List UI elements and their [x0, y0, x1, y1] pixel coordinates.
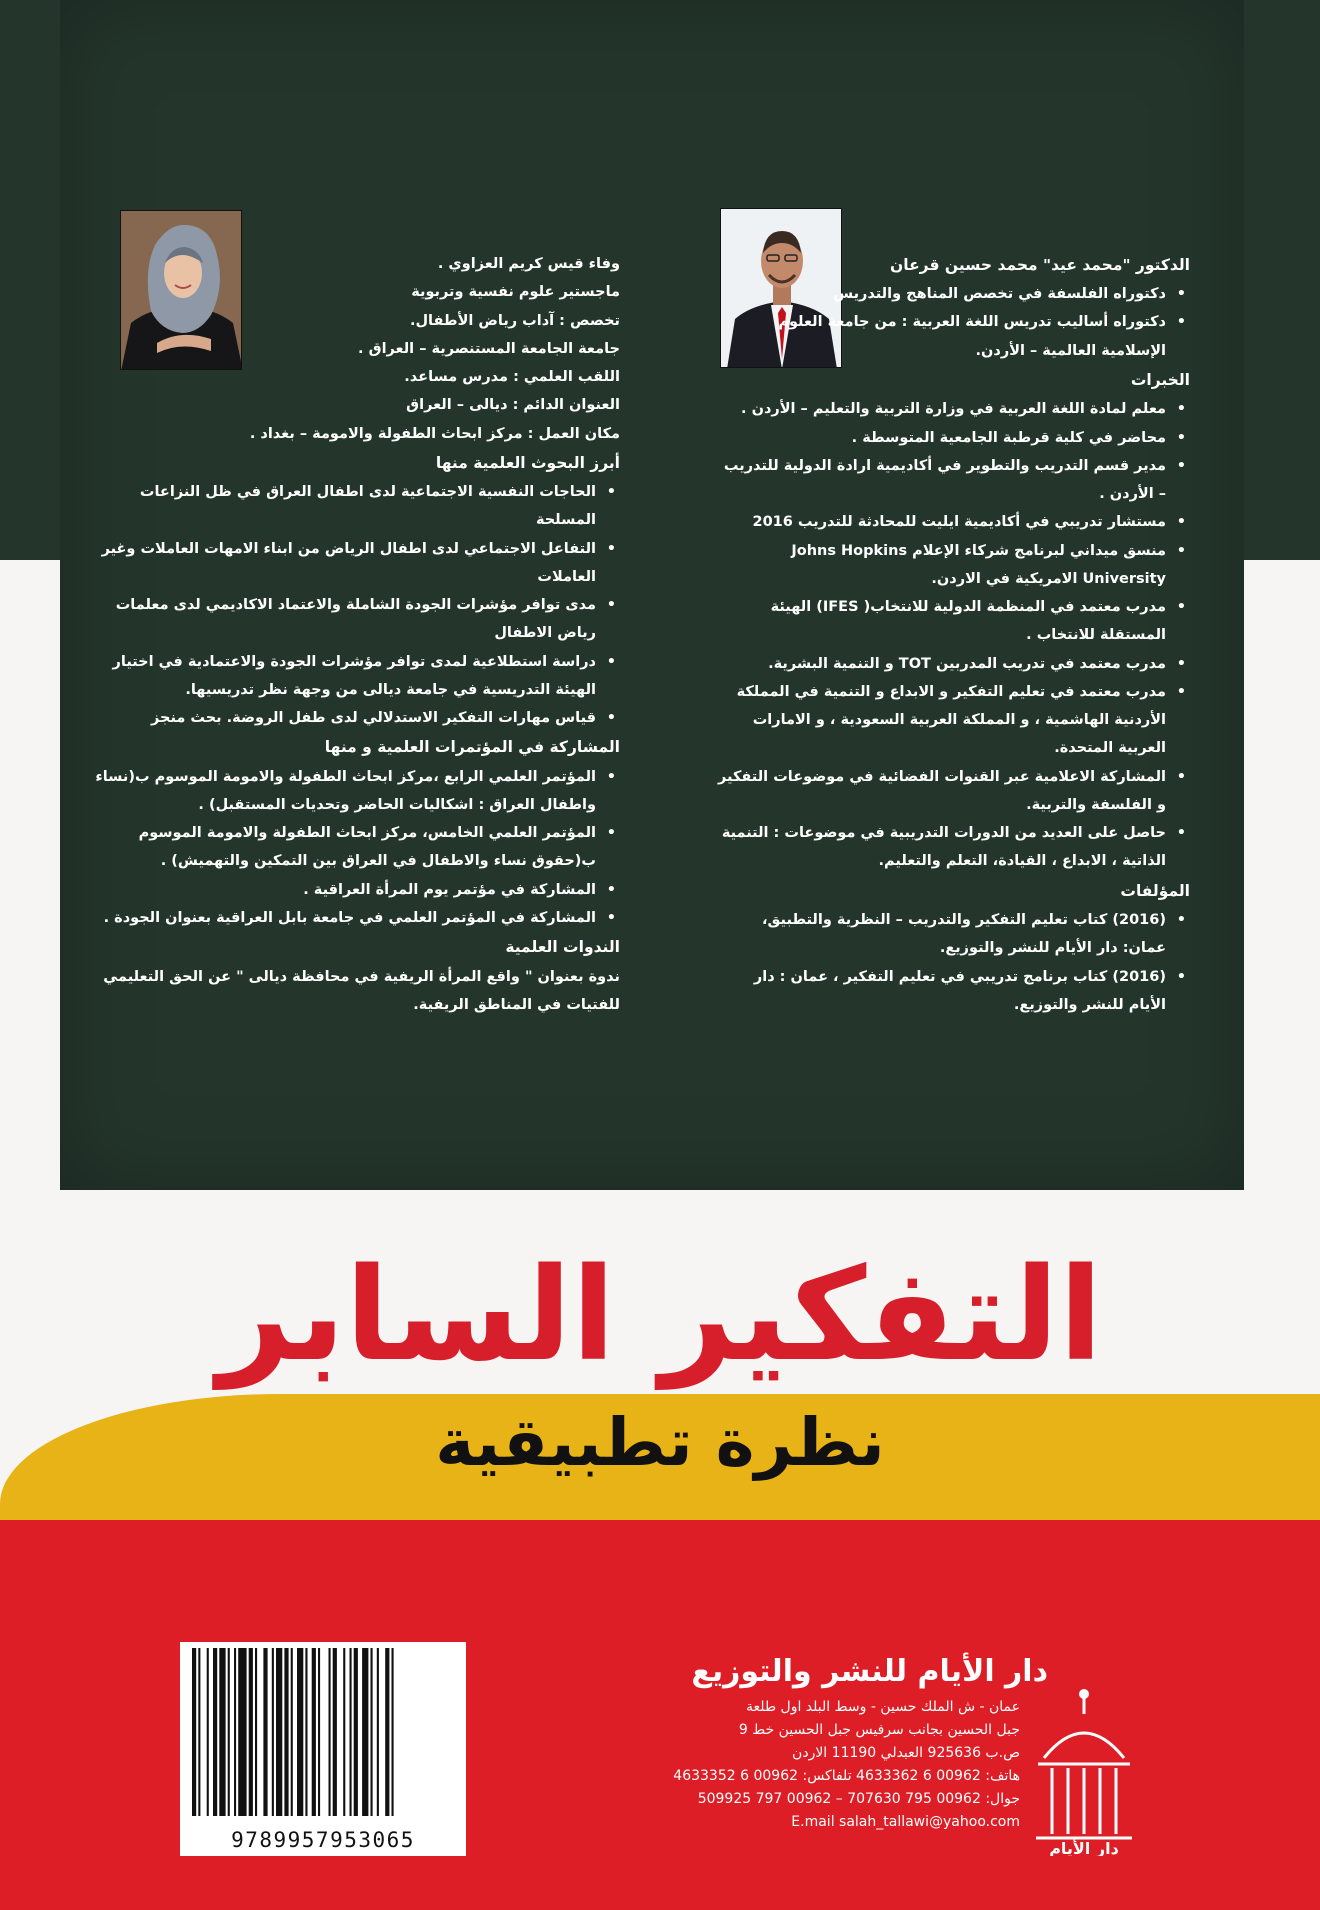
list-item: • مستشار تدريبي في أكاديمية ايليت للمحادثة للتدريب 2016 [718, 508, 1190, 536]
list-item: • منسق ميداني لبرنامج شركاء الإعلام Johns Hopkins University الامريكية في الاردن. [718, 537, 1190, 594]
barcode-bar [238, 1648, 246, 1816]
barcode-bar [350, 1648, 352, 1816]
barcode-bar [343, 1648, 345, 1816]
barcode-bar [392, 1648, 394, 1816]
list-item: • مدير قسم التدريب والتطوير في أكاديمية ارادة الدولية للتدريب – الأردن . [718, 452, 1190, 509]
list-item: • دراسة استطلاعية لمدى توافر مؤشرات الجودة والاعتمادية في اختيار الهيئة التدريسية في جامعة ديالى من وجهة نظر تدريسيها. [80, 648, 620, 705]
list-item: • (2016) كتاب برنامج تدريبي في تعليم التفكير ، عمان : دار الأيام للنشر والتوزيع. [718, 963, 1190, 1020]
barcode-bar [377, 1648, 379, 1816]
list-item: • الحاجات النفسية الاجتماعية لدى اطفال العراق في ظل النزاعات المسلحة [80, 478, 620, 535]
barcode-bar [362, 1648, 368, 1816]
barcode-bar [249, 1648, 253, 1816]
barcode-bar [228, 1648, 230, 1816]
author2-seminar: ندوة بعنوان " واقع المرأة الريفية في محافظة ديالى " عن الحق التعليمي للفتيات في المناطق الريفية. [103, 968, 620, 1013]
barcode-bar [329, 1648, 331, 1816]
list-item: • مدرب معتمد في المنظمة الدولية للانتخاب( IFES) الهيئة المستقلة للانتخاب . [718, 593, 1190, 650]
barcode-bar [234, 1648, 236, 1816]
author2-rank: اللقب العلمي : مدرس مساعد. [404, 369, 620, 386]
barcode-bar [207, 1648, 209, 1816]
list-item: • المؤتمر العلمي الرابع ،مركز ابحاث الطفولة والامومة الموسوم ب(نساء واطفال العراق : اشكاليات الحاضر وتحديات المستقبل) . [80, 763, 620, 820]
list-item: • معلم لمادة اللغة العربية في وزارة التربية والتعليم – الأردن . [718, 395, 1190, 423]
author2-conf-title: المشاركة في المؤتمرات العلمية و منها [324, 738, 620, 757]
list-item: • مدرب معتمد في تعليم التفكير و الابداع و التنمية في المملكة الأردنية الهاشمية ، و المملكة العربية السعودية ، و الامارات العربية المتحدة. [718, 678, 1190, 763]
list-item: • قياس مهارات التفكير الاستدلالي لدى طفل الروضة. بحث منجز [80, 704, 620, 732]
list-item: • مدى توافر مؤشرات الجودة الشاملة والاعتماد الاكاديمي لدى معلمات رياض الاطفال [80, 591, 620, 648]
book-title: التفكير السابر [217, 1241, 1103, 1390]
barcode-bar [284, 1648, 288, 1816]
barcode-bar [255, 1648, 257, 1816]
barcode-bar [198, 1648, 200, 1816]
list-item: • (2016) كتاب تعليم التفكير والتدريب – النظرية والتطبيق، عمان: دار الأيام للنشر والتوزيع. [718, 906, 1190, 963]
author1-works [718, 906, 1190, 1019]
list-item: • محاضر في كلية قرطبة الجامعية المتوسطة . [718, 424, 1190, 452]
author1-experience-title: الخبرات [1130, 371, 1190, 390]
list-item: • المشاركة في مؤتمر يوم المرأة العراقية . [80, 876, 620, 904]
publisher-line: E.mail salah_tallawi@yahoo.com [791, 1814, 1020, 1831]
barcode-bar [297, 1648, 303, 1816]
barcode-bar [318, 1648, 320, 1816]
author2-bio [80, 250, 620, 1019]
book-subtitle: نظرة تطبيقية [435, 1404, 885, 1481]
publisher-line: هاتف: 00962 6 4633362 تلفاكس: 00962 6 4633352 [673, 1768, 1020, 1785]
logo-text: دار الأيام [1049, 1839, 1119, 1856]
publisher-line: عمان - ش الملك حسين - وسط البلد اول طلعة [746, 1699, 1020, 1715]
publisher-address [560, 1696, 1020, 1835]
barcode-bar [291, 1648, 293, 1816]
author1-name: الدكتور "محمد عيد" محمد حسين قرعان [890, 256, 1190, 274]
author2-spec: تخصص : آداب رياض الأطفال. [409, 312, 620, 329]
publisher-line: ص.ب 925636 العبدلي 11190 الاردن [792, 1745, 1020, 1762]
barcode-bar [305, 1648, 307, 1816]
publisher-line: جوال: 00962 795 707630 – 00962 797 509925 [697, 1791, 1020, 1808]
barcode-bar [354, 1648, 358, 1816]
author2-research [80, 478, 620, 732]
barcode-bar [192, 1648, 196, 1816]
barcode-bars [188, 1648, 458, 1820]
barcode-bar [263, 1648, 267, 1816]
barcode-bar [333, 1648, 337, 1816]
barcode [180, 1642, 466, 1856]
barcode-bar [272, 1648, 274, 1816]
author2-name: وفاء قيس كريم العزاوي . [437, 256, 620, 272]
author1-works-title: المؤلفات [1120, 881, 1190, 900]
barcode-bar [276, 1648, 282, 1816]
logo-icon [1028, 1684, 1140, 1856]
author2-degree: ماجستير علوم نفسية وتربوية [411, 284, 620, 301]
barcode-bar [213, 1648, 217, 1816]
author2-address: العنوان الدائم : ديالى – العراق [406, 397, 620, 414]
list-item: • دكتوراه الفلسفة في تخصص المناهج والتدريس [718, 280, 1190, 308]
author1-degrees [718, 280, 1190, 365]
author1-bio [718, 250, 1190, 1019]
list-item: • مدرب معتمد في تدريب المدربين TOT و التنمية البشرية. [718, 650, 1190, 678]
barcode-bar [371, 1648, 373, 1816]
list-item: • التفاعل الاجتماعي لدى اطفال الرياض من ابناء الامهات العاملات وغير العاملات [80, 535, 620, 592]
author2-univ: جامعة الجامعة المستنصرية – العراق . [358, 340, 620, 357]
list-item: • المشاركة في المؤتمر العلمي في جامعة بابل العراقية بعنوان الجودة . [80, 904, 620, 932]
author2-work: مكان العمل : مركز ابحاث الطفولة والامومة – بغداد . [249, 425, 620, 442]
list-item: • دكتوراه أساليب تدريس اللغة العربية : من جامعة العلوم الإسلامية العالمية – الأردن. [718, 308, 1190, 365]
publisher-logo [1028, 1684, 1140, 1856]
author1-experience [718, 395, 1190, 876]
barcode-bar [219, 1648, 225, 1816]
isbn-number: 9789957953065 [231, 1828, 415, 1852]
list-item: • حاصل على العديد من الدورات التدريبية في موضوعات : التنمية الذاتية ، الابداع ، القيادة، التعلم والتعليم. [718, 819, 1190, 876]
publisher-name: دار الأيام للنشر والتوزيع [691, 1654, 1048, 1689]
barcode-bar [312, 1648, 316, 1816]
publisher-line: جبل الحسين بجانب سرفيس جبل الحسين خط 9 [738, 1722, 1020, 1739]
list-item: • المؤتمر العلمي الخامس، مركز ابحاث الطفولة والامومة الموسوم ب(حقوق نساء والاطفال في العراق بين التمكين والتهميش) . [80, 819, 620, 876]
author2-research-title: أبرز البحوث العلمية منها [435, 453, 620, 472]
list-item: • المشاركة الاعلامية عبر القنوات الفضائية في موضوعات التفكير و الفلسفة والتربية. [718, 763, 1190, 820]
author2-seminar-title: الندوات العلمية [505, 938, 620, 957]
author2-conf [80, 763, 620, 933]
barcode-bar [385, 1648, 389, 1816]
